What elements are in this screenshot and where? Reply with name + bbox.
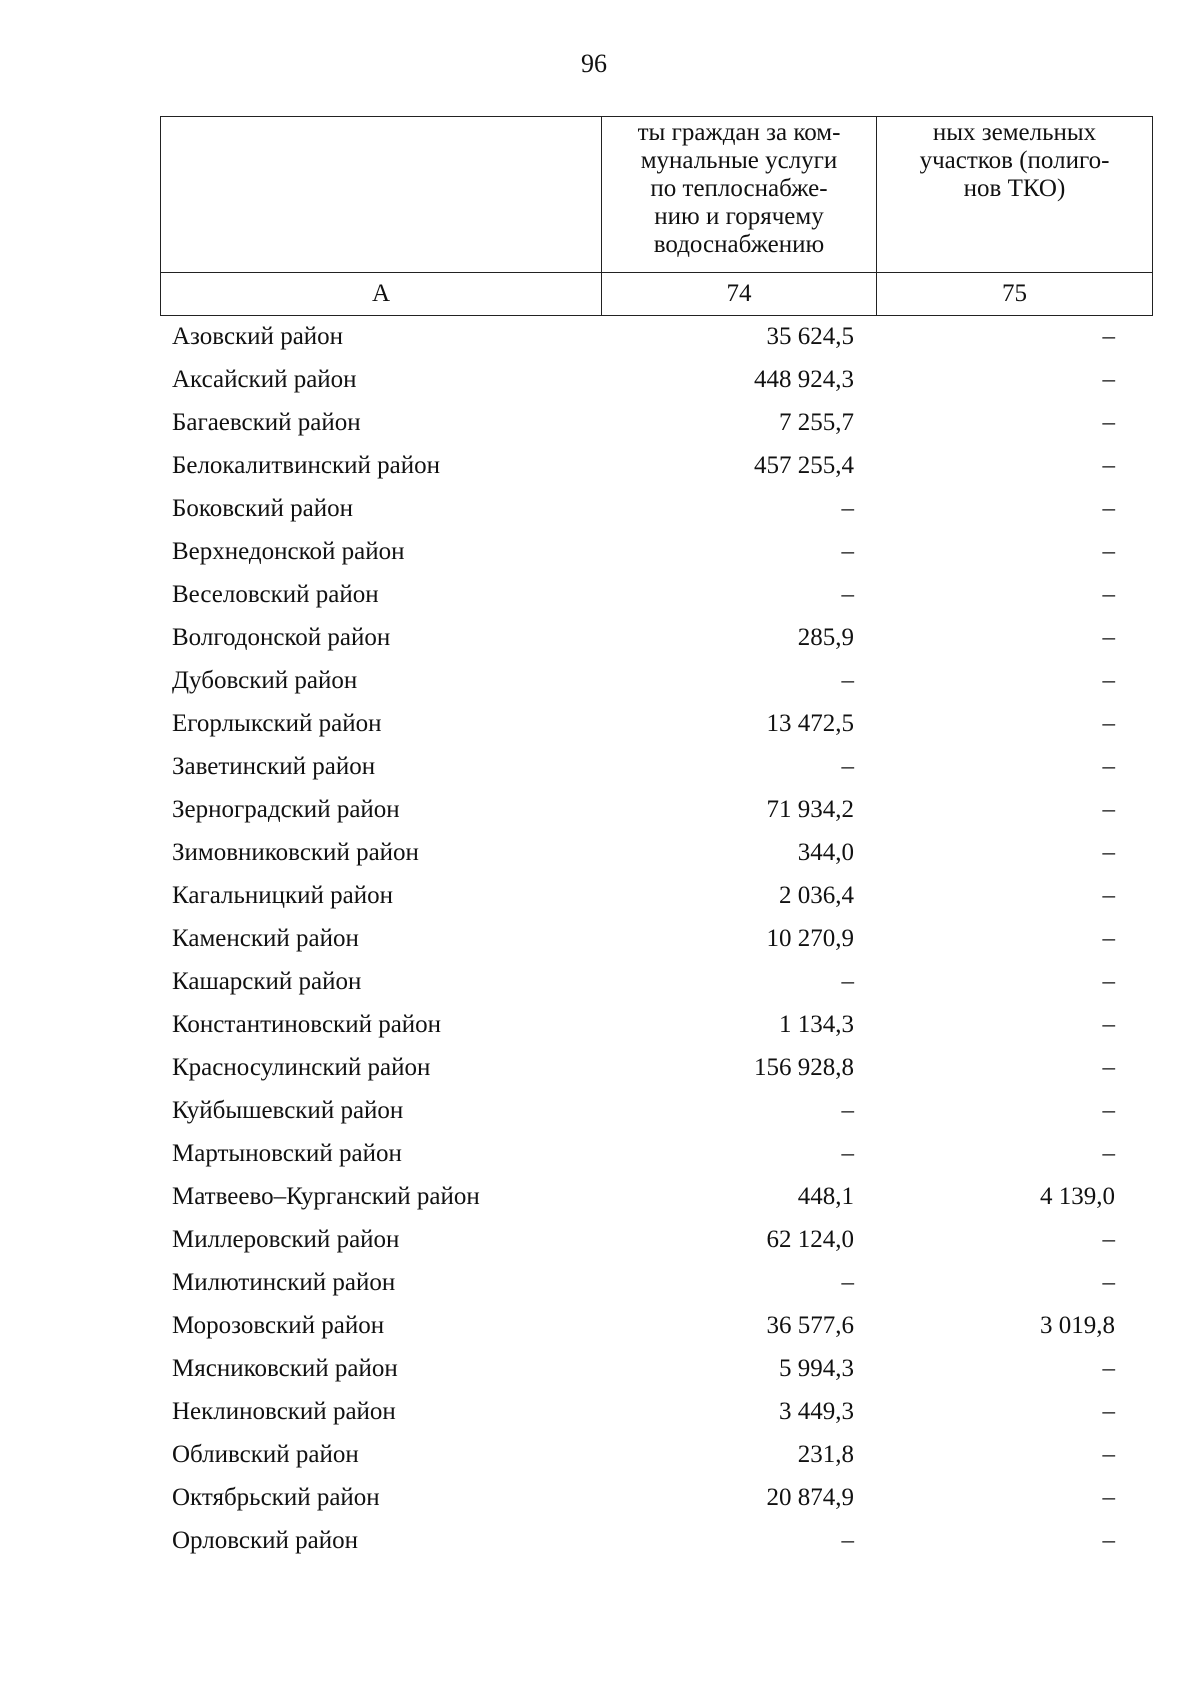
district-name: Кашарский район [172,968,362,995]
table-row [160,702,1127,745]
district-name: Волгодонской район [172,624,391,651]
table-row [160,1347,1127,1390]
district-name: Неклиновский район [172,1398,396,1425]
table-row [160,788,1127,831]
value-col-75: 3 019,8 [1040,1312,1115,1339]
header-text-75: ных земельных участков (полиго- нов ТКО) [919,119,1110,202]
district-name: Обливский район [172,1441,359,1468]
value-col-75: – [1102,839,1115,866]
district-name: Заветинский район [172,753,376,780]
value-col-75: – [1102,1269,1115,1296]
district-name: Красносулинский район [172,1054,431,1081]
table-row [160,1390,1127,1433]
value-col-74: – [841,1527,854,1554]
header-cell-75 [877,117,1153,273]
value-col-75: – [1102,968,1115,995]
table-row [160,530,1127,573]
value-col-74: 7 255,7 [779,409,854,436]
value-col-74: 156 928,8 [754,1054,854,1081]
district-name: Орловский район [172,1527,358,1554]
value-col-75: – [1102,1527,1115,1554]
district-name: Куйбышевский район [172,1097,404,1124]
value-col-74: 13 472,5 [766,710,854,737]
value-col-74: – [841,581,854,608]
value-col-75: – [1102,581,1115,608]
district-name: Морозовский район [172,1312,385,1339]
value-col-75: – [1102,409,1115,436]
table-row [160,874,1127,917]
value-col-74: – [841,538,854,565]
table-row [160,1132,1127,1175]
value-col-74: – [841,495,854,522]
value-col-75: – [1102,366,1115,393]
table-row [160,401,1127,444]
district-name: Верхнедонской район [172,538,405,565]
district-name: Мясниковский район [172,1355,398,1382]
value-col-75: 4 139,0 [1040,1183,1115,1210]
district-name: Веселовский район [172,581,379,608]
page-number: 96 [581,49,607,78]
table-header [160,116,1153,316]
district-name: Кагальницкий район [172,882,394,909]
value-col-75: – [1102,1140,1115,1167]
table-row [160,573,1127,616]
value-col-74: 5 994,3 [779,1355,854,1382]
table-row [160,1003,1127,1046]
value-col-74: – [841,1097,854,1124]
table-row [160,960,1127,1003]
value-col-75: – [1102,925,1115,952]
district-name: Каменский район [172,925,359,952]
table-row [160,917,1127,960]
value-col-75: – [1102,796,1115,823]
table-row [160,1433,1127,1476]
district-name: Азовский район [172,323,344,350]
value-col-75: – [1102,452,1115,479]
table-row [160,315,1127,358]
district-name: Аксайский район [172,366,357,393]
value-col-75: – [1102,1097,1115,1124]
column-number-74: 74 [602,273,877,316]
district-name: Октябрьский район [172,1484,380,1511]
value-col-75: – [1102,624,1115,651]
value-col-74: 3 449,3 [779,1398,854,1425]
value-col-74: 344,0 [797,839,854,866]
column-number-a: А [161,273,602,316]
table-row [160,1304,1127,1347]
value-col-75: – [1102,1054,1115,1081]
value-col-75: – [1102,1484,1115,1511]
district-name: Багаевский район [172,409,361,436]
value-col-75: – [1102,1226,1115,1253]
table-row [160,1175,1127,1218]
value-col-75: – [1102,1355,1115,1382]
district-name: Милютинский район [172,1269,396,1296]
value-col-74: 10 270,9 [766,925,854,952]
table-row [160,487,1127,530]
table-row [160,1519,1127,1562]
table-row [160,616,1127,659]
table-row [160,444,1127,487]
district-name: Егорлыкский район [172,710,382,737]
district-name: Константиновский район [172,1011,442,1038]
value-col-75: – [1102,323,1115,350]
value-col-74: 20 874,9 [766,1484,854,1511]
value-col-74: 457 255,4 [754,452,854,479]
table-body [160,315,1127,1562]
district-name: Зерноградский район [172,796,400,823]
district-name: Белокалитвинский район [172,452,440,479]
table-row [160,745,1127,788]
table-row [160,1089,1127,1132]
header-cell-name [161,117,602,273]
value-col-74: 62 124,0 [766,1226,854,1253]
value-col-74: 35 624,5 [766,323,854,350]
value-col-75: – [1102,882,1115,909]
value-col-75: – [1102,1398,1115,1425]
value-col-74: – [841,1269,854,1296]
value-col-75: – [1102,1011,1115,1038]
table-row [160,1218,1127,1261]
value-col-75: – [1102,495,1115,522]
value-col-75: – [1102,538,1115,565]
value-col-74: 448 924,3 [754,366,854,393]
table-row [160,831,1127,874]
header-row [161,117,1153,273]
value-col-75: – [1102,753,1115,780]
district-name: Боковский район [172,495,353,522]
district-name: Мартыновский район [172,1140,402,1167]
header-text-74: ты граждан за ком- мунальные услуги по теплоснабже- нию и горячему водоснабжению [637,119,841,258]
table-row [160,1046,1127,1089]
value-col-75: – [1102,667,1115,694]
table-row [160,1476,1127,1519]
value-col-74: 36 577,6 [766,1312,854,1339]
value-col-74: – [841,968,854,995]
value-col-74: – [841,753,854,780]
column-number-row [161,273,1153,316]
district-name: Миллеровский район [172,1226,400,1253]
value-col-74: – [841,1140,854,1167]
value-col-74: 285,9 [797,624,854,651]
value-col-74: 231,8 [797,1441,854,1468]
header-cell-74 [602,117,877,273]
value-col-75: – [1102,710,1115,737]
value-col-74: 1 134,3 [779,1011,854,1038]
value-col-74: 71 934,2 [766,796,854,823]
table-row [160,659,1127,702]
district-name: Зимовниковский район [172,839,419,866]
district-name: Дубовский район [172,667,358,694]
value-col-74: – [841,667,854,694]
value-col-75: – [1102,1441,1115,1468]
table-row [160,1261,1127,1304]
table-row [160,358,1127,401]
value-col-74: 448,1 [797,1183,854,1210]
district-name: Матвеево–Курганский район [172,1183,480,1210]
value-col-74: 2 036,4 [779,882,854,909]
column-number-75: 75 [877,273,1153,316]
